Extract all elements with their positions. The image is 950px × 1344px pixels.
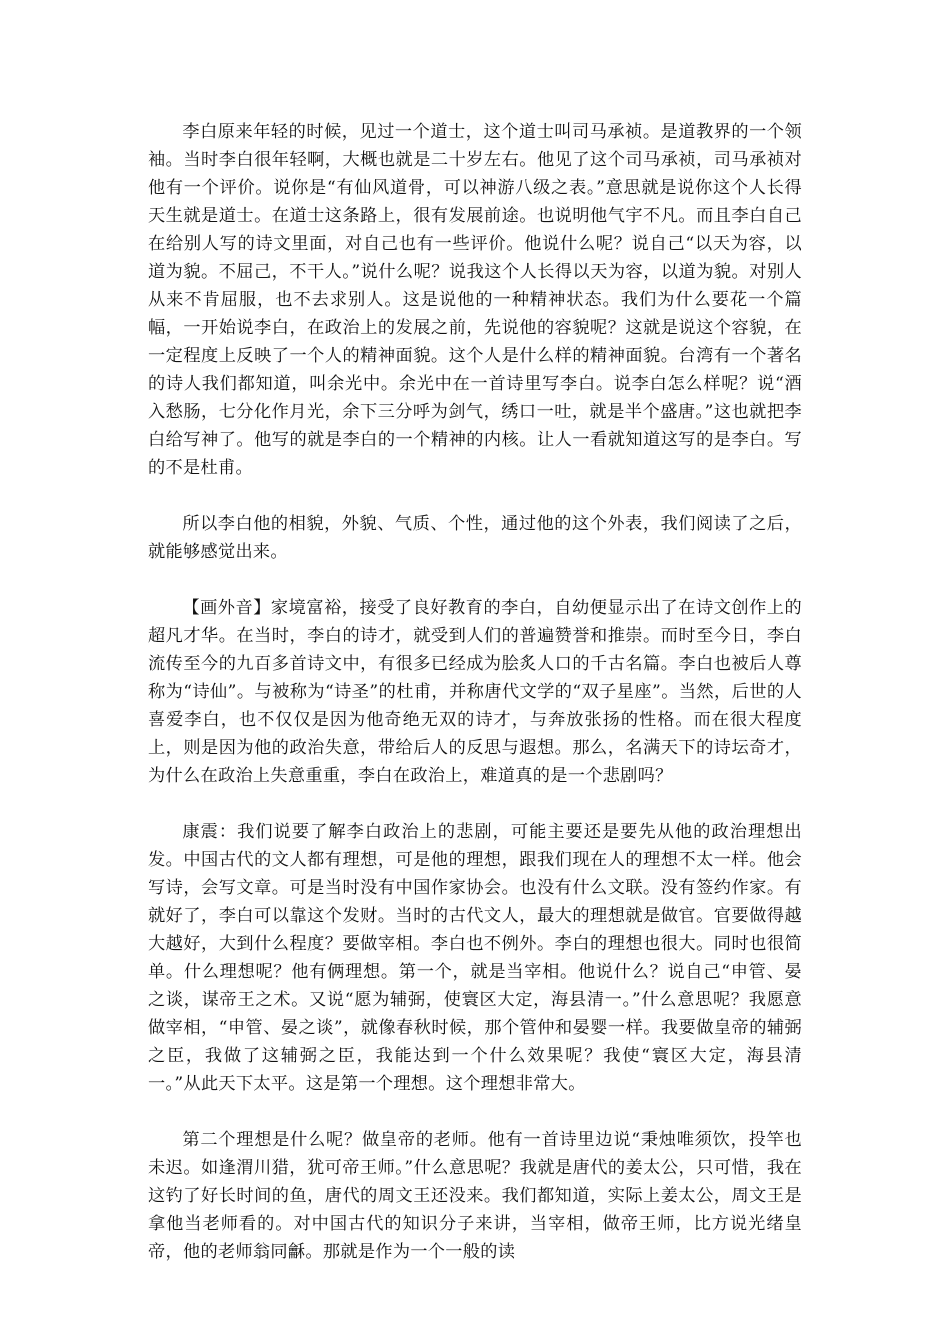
paragraph-kang-zhen-first-ideal: 康震：我们说要了解李白政治上的悲剧，可能主要还是要先从他的政治理想出发。中国古代的文人都有理想，可是他的理想，跟我们现在人的理想不太一样。他会写诗，会写文章。可是当时没有中国作家协会。也没有什么文联。没有签约作家。有就好了，李白可以靠这个发财。当时的古代文人，最大的理想就是做官。官要做得越大越好，大到什么程度？要做宰相。李白也不例外。李白的理想也很大。同时也很简单。什么理想呢？他有俩理想。第一个，就是当宰相。他说什么？说自己“申管、晏之谈，谋帝王之术。又说“愿为辅弼，使寰区大定，海县清一。”什么意思呢？我愿意做宰相，“申管、晏之谈”，就像春秋时候，那个管仲和晏婴一样。我要做皇帝的辅弼之臣，我做了这辅弼之臣，我能达到一个什么效果呢？我使“寰区大定，海县清一。”从此天下太平。这是第一个理想。这个理想非常大。: [148, 822, 802, 1094]
paragraph-voiceover: 【画外音】家境富裕，接受了良好教育的李白，自幼便显示出了在诗文创作上的超凡才华。在当时，李白的诗才，就受到人们的普遍赞誉和推崇。而时至今日，李白流传至今的九百多首诗文中，有很多已经成为脍炙人口的千古名篇。李白也被后人尊称为“诗仙”。与被称为“诗圣”的杜甫，并称唐代文学的“双子星座”。当然，后世的人喜爱李白，也不仅仅是因为他奇绝无双的诗才，与奔放张扬的性格。而在很大程度上，则是因为他的政治失意，带给后人的反思与遐想。那么，名满天下的诗坛奇才，为什么在政治上失意重重，李白在政治上，难道真的是一个悲剧吗？: [148, 598, 802, 786]
paragraph-li-bai-appearance: 李白原来年轻的时候，见过一个道士，这个道士叫司马承祯。是道教界的一个领袖。当时李白很年轻啊，大概也就是二十岁左右。他见了这个司马承祯，司马承祯对他有一个评价。说你是“有仙风道骨，可以神游八级之表。”意思就是说你这个人长得天生就是道士。在道士这条路上，很有发展前途。也说明他气宇不凡。而且李白自己在给别人写的诗文里面，对自己也有一些评价。他说什么呢？说自己“以天为容，以道为貌。不屈己，不干人。”说什么呢？说我这个人长得以天为容，以道为貌。对别人从来不肯屈服，也不去求别人。这是说他的一种精神状态。我们为什么要花一个篇幅，一开始说李白，在政治上的发展之前，先说他的容貌呢？这就是说这个容貌，在一定程度上反映了一个人的精神面貌。这个人是什么样的精神面貌。台湾有一个著名的诗人我们都知道，叫余光中。余光中在一首诗里写李白。说李白怎么样呢？说“酒入愁肠，七分化作月光，余下三分呼为剑气，绣口一吐，就是半个盛唐。”这也就把李白给写神了。他写的就是李白的一个精神的内核。让人一看就知道这写的是李白。写的不是杜甫。: [148, 122, 802, 478]
paragraph-second-ideal: 第二个理想是什么呢？做皇帝的老师。他有一首诗里边说“秉烛唯须饮，投竿也未迟。如逢渭川猎，犹可帝王师。”什么意思呢？我就是唐代的姜太公，只可惜，我在这钓了好长时间的鱼，唐代的周文王还没来。我们都知道，实际上姜太公，周文王是拿他当老师看的。对中国古代的知识分子来讲，当宰相，做帝王师，比方说光绪皇帝，他的老师翁同龢。那就是作为一个一般的读: [148, 1130, 802, 1262]
document-body: [148, 118, 802, 1294]
paragraph-appearance-summary: 所以李白他的相貌，外貌、气质、个性，通过他的这个外表，我们阅读了之后，就能够感觉出来。: [148, 514, 802, 562]
